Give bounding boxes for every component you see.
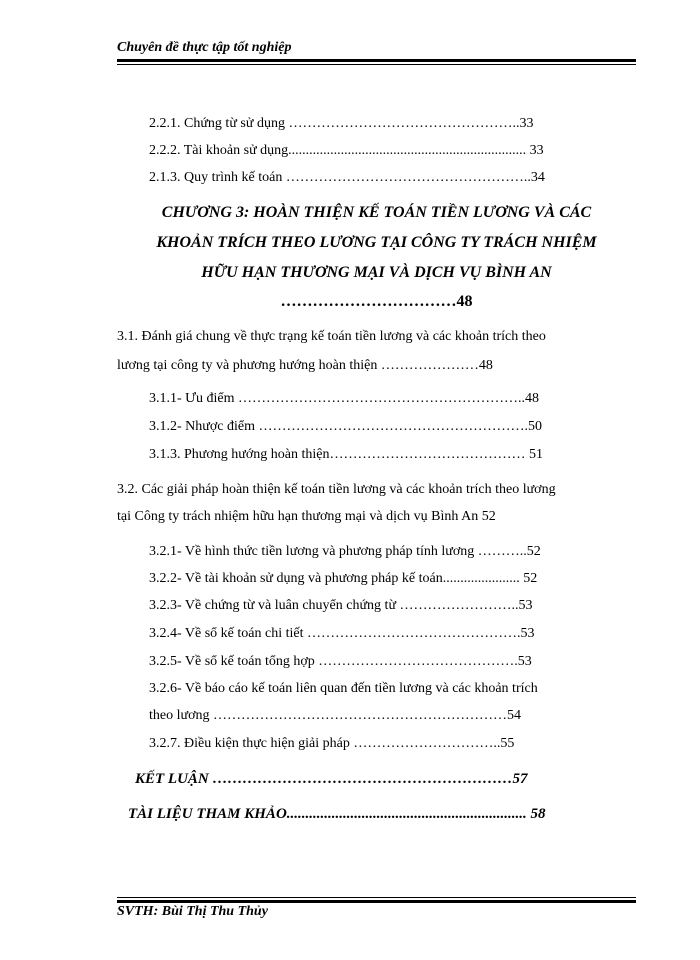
footer-divider-thick [117, 900, 636, 903]
toc-entry-3-2-4[interactable]: 3.2.4- Về sổ kế toán chi tiết ……………………………………….53 [149, 626, 535, 641]
toc-entry-3-2-1[interactable]: 3.2.1- Về hình thức tiền lương và phương pháp tính lương ………..52 [149, 544, 541, 559]
toc-entry-3-2-line-2[interactable]: tại Công ty trách nhiệm hữu hạn thương mại và dịch vụ Bình An 52 [117, 509, 496, 524]
chapter-3-heading-line-1[interactable]: CHƯƠNG 3: HOÀN THIỆN KẾ TOÁN TIỀN LƯƠNG VÀ CÁC [161, 204, 592, 221]
toc-entry-3-1-2[interactable]: 3.1.2- Nhược điểm ………………………………………………….50 [149, 419, 542, 434]
footer-author: SVTH: Bùi Thị Thu Thủy [117, 904, 268, 919]
toc-entry-3-2-line-1[interactable]: 3.2. Các giải pháp hoàn thiện kế toán tiền lương và các khoản trích theo lương [117, 482, 556, 497]
toc-entry-3-1-line-1[interactable]: 3.1. Đánh giá chung về thực trạng kế toán tiền lương và các khoản trích theo [117, 329, 546, 344]
chapter-3-heading-line-2[interactable]: KHOẢN TRÍCH THEO LƯƠNG TẠI CÔNG TY TRÁCH NHIỆM [156, 234, 597, 251]
toc-entry-3-2-3[interactable]: 3.2.3- Về chứng từ và luân chuyển chứng từ ……………………..53 [149, 598, 533, 613]
toc-entry-references[interactable]: TÀI LIỆU THAM KHẢO................................................................ 58 [128, 806, 546, 822]
toc-entry-3-1-1[interactable]: 3.1.1- Ưu điểm ……………………………………………………..48 [149, 391, 540, 406]
chapter-3-page-number: ……………………………48 [280, 293, 473, 310]
toc-entry-3-1-3[interactable]: 3.1.3. Phương hướng hoàn thiện…………………………………… 51 [149, 447, 543, 462]
chapter-3-heading-line-3[interactable]: HỮU HẠN THƯƠNG MẠI VÀ DỊCH VỤ BÌNH AN [201, 264, 552, 281]
header-divider-thick [117, 59, 636, 62]
header-divider-thin [117, 64, 636, 65]
toc-entry-3-2-7[interactable]: 3.2.7. Điều kiện thực hiện giải pháp …………………………..55 [149, 736, 515, 751]
footer-divider-thin [117, 897, 636, 898]
toc-entry-2-2-2[interactable]: 2.2.2. Tài khoản sử dụng.................................................................... 33 [149, 143, 544, 158]
toc-entry-3-2-2[interactable]: 3.2.2- Về tài khoản sử dụng và phương pháp kế toán...................... 52 [149, 571, 538, 586]
header-title: Chuyên đề thực tập tốt nghiệp [117, 40, 292, 55]
toc-entry-2-2-1[interactable]: 2.2.1. Chứng từ sử dụng …………………………………………..33 [149, 116, 534, 131]
toc-entry-3-2-5[interactable]: 3.2.5- Về sổ kế toán tổng hợp …………………………………….53 [149, 654, 532, 669]
toc-entry-2-1-3[interactable]: 2.1.3. Quy trình kế toán ……………………………………………..34 [149, 170, 545, 185]
toc-entry-3-2-6-line-2[interactable]: theo lương ………………………………………………………54 [149, 708, 521, 723]
toc-entry-conclusion[interactable]: KẾT LUẬN ……………………………………………………57 [135, 771, 528, 787]
toc-entry-3-2-6-line-1[interactable]: 3.2.6- Về báo cáo kế toán liên quan đến tiền lương và các khoản trích [149, 681, 538, 696]
toc-entry-3-1-line-2[interactable]: lương tại công ty và phương hướng hoàn thiện …………………48 [117, 358, 493, 373]
